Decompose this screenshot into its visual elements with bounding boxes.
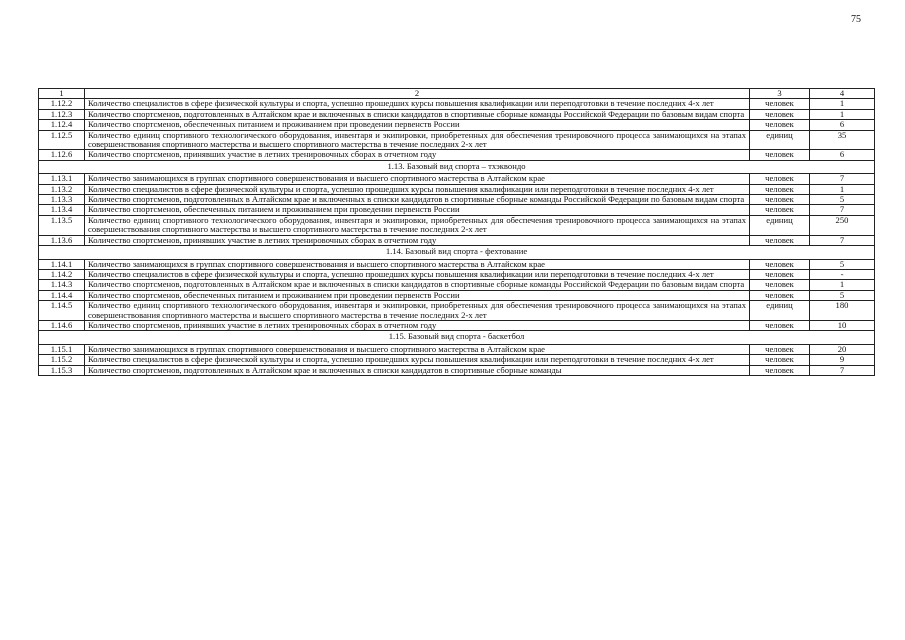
unit-cell: единиц [750, 301, 810, 321]
table-body [39, 89, 875, 376]
header-cell-indicator: 2 [85, 89, 750, 99]
value-cell: 7 [810, 365, 875, 375]
value-cell: 7 [810, 235, 875, 245]
unit-cell: человек [750, 184, 810, 194]
row-number-cell: 1.13.4 [39, 205, 85, 215]
row-number-cell: 1.14.1 [39, 259, 85, 269]
value-cell: 20 [810, 344, 875, 354]
section-heading: 1.15. Базовый вид спорта - баскетбол [39, 331, 875, 344]
indicator-text-cell: Количество специалистов в сфере физической культуры и спорта, успешно прошедших курсы повышения квалификации или переподготовки в течение последних 4-х лет [85, 184, 750, 194]
row-number-cell: 1.14.5 [39, 301, 85, 321]
table-header-row [39, 89, 875, 99]
value-cell: 1 [810, 99, 875, 109]
row-number-cell: 1.13.1 [39, 174, 85, 184]
table-row [39, 120, 875, 130]
indicator-text-cell: Количество занимающихся в группах спортивного совершенствования и высшего спортивного мастерства в Алтайском крае [85, 259, 750, 269]
row-number-cell: 1.13.2 [39, 184, 85, 194]
row-number-cell: 1.13.5 [39, 215, 85, 235]
table-row [39, 109, 875, 119]
unit-cell: человек [750, 109, 810, 119]
section-heading-row [39, 331, 875, 344]
indicator-text-cell: Количество спортсменов, обеспеченных питанием и проживанием при проведении первенств России [85, 205, 750, 215]
indicator-text-cell: Количество спортсменов, принявших участие в летних тренировочных сборах в отчетном году [85, 235, 750, 245]
unit-cell: человек [750, 320, 810, 330]
section-heading: 1.14. Базовый вид спорта - фехтование [39, 246, 875, 259]
row-number-cell: 1.13.3 [39, 195, 85, 205]
unit-cell: человек [750, 365, 810, 375]
unit-cell: человек [750, 195, 810, 205]
unit-cell: человек [750, 280, 810, 290]
unit-cell: человек [750, 235, 810, 245]
value-cell: 10 [810, 320, 875, 330]
row-number-cell: 1.14.6 [39, 320, 85, 330]
indicator-text-cell: Количество спортсменов, подготовленных в Алтайском крае и включенных в списки кандидатов в спортивные сборные команды [85, 365, 750, 375]
value-cell: 1 [810, 109, 875, 119]
row-number-cell: 1.15.2 [39, 355, 85, 365]
row-number-cell: 1.12.6 [39, 150, 85, 160]
value-cell: 5 [810, 259, 875, 269]
row-number-cell: 1.13.6 [39, 235, 85, 245]
table-row [39, 195, 875, 205]
table-row [39, 344, 875, 354]
unit-cell: человек [750, 269, 810, 279]
table-row [39, 365, 875, 375]
indicator-text-cell: Количество спортсменов, подготовленных в Алтайском крае и включенных в списки кандидатов в спортивные сборные команды Российской Федерации по базовым видам спорта [85, 280, 750, 290]
unit-cell: человек [750, 174, 810, 184]
indicator-text-cell: Количество специалистов в сфере физической культуры и спорта, успешно прошедших курсы повышения квалификации или переподготовки в течение последних 4-х лет [85, 99, 750, 109]
row-number-cell: 1.15.1 [39, 344, 85, 354]
value-cell: 35 [810, 130, 875, 150]
indicator-text-cell: Количество единиц спортивного технологического оборудования, инвентаря и экипировки, приобретенных для обеспечения тренировочного процесса занимающихся на этапах совершенствования спортивного мастерства и высшего спортивного мастерства в течение последних 2-х лет [85, 130, 750, 150]
indicator-text-cell: Количество занимающихся в группах спортивного совершенствования и высшего спортивного мастерства в Алтайском крае [85, 344, 750, 354]
row-number-cell: 1.15.3 [39, 365, 85, 375]
indicator-text-cell: Количество спортсменов, принявших участие в летних тренировочных сборах в отчетном году [85, 150, 750, 160]
unit-cell: человек [750, 150, 810, 160]
header-cell-value: 4 [810, 89, 875, 99]
indicator-text-cell: Количество единиц спортивного технологического оборудования, инвентаря и экипировки, приобретенных для обеспечения тренировочного процесса занимающихся на этапах совершенствования спортивного мастерства и высшего спортивного мастерства в течение последних 2-х лет [85, 301, 750, 321]
value-cell: 5 [810, 290, 875, 300]
value-cell: 6 [810, 120, 875, 130]
table-row [39, 290, 875, 300]
table-row [39, 259, 875, 269]
unit-cell: человек [750, 99, 810, 109]
section-heading-row [39, 160, 875, 173]
section-heading-row [39, 246, 875, 259]
indicator-text-cell: Количество специалистов в сфере физической культуры и спорта, успешно прошедших курсы повышения квалификации или переподготовки в течение последних 4-х лет [85, 269, 750, 279]
value-cell: 6 [810, 150, 875, 160]
table-row [39, 280, 875, 290]
indicator-text-cell: Количество спортсменов, обеспеченных питанием и проживанием при проведении первенств России [85, 290, 750, 300]
value-cell: 7 [810, 205, 875, 215]
row-number-cell: 1.14.2 [39, 269, 85, 279]
header-cell-number: 1 [39, 89, 85, 99]
section-heading: 1.13. Базовый вид спорта – тхэквондо [39, 160, 875, 173]
table-row [39, 130, 875, 150]
value-cell: 250 [810, 215, 875, 235]
indicator-text-cell: Количество спортсменов, подготовленных в Алтайском крае и включенных в списки кандидатов в спортивные сборные команды Российской Федерации по базовым видам спорта [85, 195, 750, 205]
table-row [39, 99, 875, 109]
indicator-text-cell: Количество спортсменов, обеспеченных питанием и проживанием при проведении первенств России [85, 120, 750, 130]
indicator-text-cell: Количество спортсменов, принявших участие в летних тренировочных сборах в отчетном году [85, 320, 750, 330]
table-row [39, 150, 875, 160]
indicator-text-cell: Количество спортсменов, подготовленных в Алтайском крае и включенных в списки кандидатов в спортивные сборные команды Российской Федерации по базовым видам спорта [85, 109, 750, 119]
table-row [39, 184, 875, 194]
unit-cell: человек [750, 259, 810, 269]
table-row [39, 355, 875, 365]
table-row [39, 301, 875, 321]
table-row [39, 235, 875, 245]
row-number-cell: 1.14.3 [39, 280, 85, 290]
table-row [39, 174, 875, 184]
unit-cell: единиц [750, 130, 810, 150]
unit-cell: человек [750, 120, 810, 130]
table-row [39, 215, 875, 235]
value-cell: 1 [810, 280, 875, 290]
indicator-text-cell: Количество единиц спортивного технологического оборудования, инвентаря и экипировки, приобретенных для обеспечения тренировочного процесса занимающихся на этапах совершенствования спортивного мастерства и высшего спортивного мастерства в течение последних 2-х лет [85, 215, 750, 235]
unit-cell: человек [750, 205, 810, 215]
value-cell: 1 [810, 184, 875, 194]
header-cell-unit: 3 [750, 89, 810, 99]
unit-cell: человек [750, 344, 810, 354]
row-number-cell: 1.12.3 [39, 109, 85, 119]
row-number-cell: 1.12.4 [39, 120, 85, 130]
page-number: 75 [851, 14, 861, 25]
indicator-text-cell: Количество специалистов в сфере физической культуры и спорта, успешно прошедших курсы повышения квалификации или переподготовки в течение последних 4-х лет [85, 355, 750, 365]
row-number-cell: 1.12.2 [39, 99, 85, 109]
row-number-cell: 1.12.5 [39, 130, 85, 150]
table-row [39, 320, 875, 330]
value-cell: 9 [810, 355, 875, 365]
value-cell: 7 [810, 174, 875, 184]
value-cell: 180 [810, 301, 875, 321]
unit-cell: единиц [750, 215, 810, 235]
unit-cell: человек [750, 355, 810, 365]
row-number-cell: 1.14.4 [39, 290, 85, 300]
table-row [39, 205, 875, 215]
unit-cell: человек [750, 290, 810, 300]
indicator-table [38, 88, 875, 376]
table-row [39, 269, 875, 279]
value-cell: - [810, 269, 875, 279]
indicator-text-cell: Количество занимающихся в группах спортивного совершенствования и высшего спортивного мастерства в Алтайском крае [85, 174, 750, 184]
value-cell: 5 [810, 195, 875, 205]
